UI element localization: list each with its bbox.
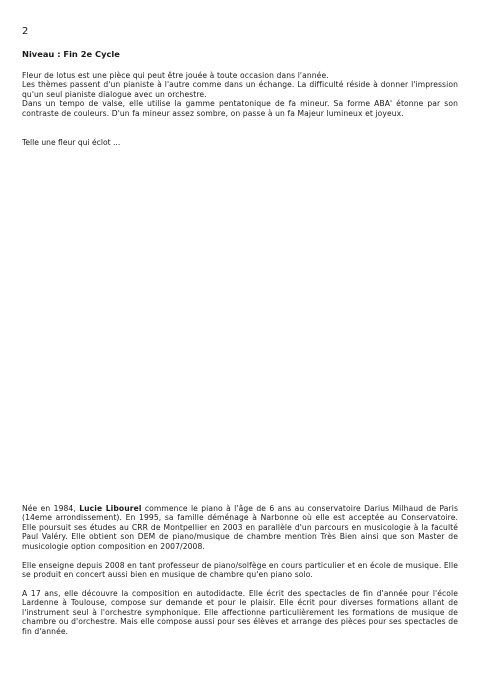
piece-description <box>22 71 458 118</box>
tagline: Telle une fleur qui éclot ... <box>22 138 121 147</box>
intro-paragraph-2: Les thèmes passent d'un pianiste à l'autre comme dans un échange. La difficulté réside à donner l'impression qu'un seul pianiste dialogue avec un orchestre. <box>22 80 458 99</box>
composer-biography <box>22 504 458 646</box>
level-heading: Niveau : Fin 2e Cycle <box>22 49 120 59</box>
page-number: 2 <box>22 26 29 37</box>
bio-paragraph-1-text: commence le piano à l'âge de 6 ans au conservatoire Darius Milhaud de Paris (14eme arrondissement). En 1995, sa famille déménage à Narbonne où elle est acceptée au Conservatoire. Elle poursuit ses études au CRR de Montpellier en 2003 en parallèle d'un parcours en musicologie à la faculté Paul Valéry. Elle obtient son DEM de piano/musique de chambre mention Très Bien ainsi que son Master de musicologie option composition en 2007/2008. <box>22 504 459 551</box>
bio-paragraph-2: Elle enseigne depuis 2008 en tant professeur de piano/solfège en cours particulier et en école de musique. Elle se produit en concert aussi bien en musique de chambre qu'en piano solo. <box>22 560 458 580</box>
bio-paragraph-3: A 17 ans, elle découvre la composition en autodidacte. Elle écrit des spectacles de fin d'année pour l'école Lardenne à Toulouse, compose sur demande et pour le plaisir. Elle écrit pour diverses formations allant de l'instrument seul à l'orchestre symphonique. Elle affectionne particulièrement les formations de musique de chambre ou d'orchestre. Mais elle compose aussi pour ses élèves et arrange des pièces pour ses spectacles de fin d'année. <box>22 589 458 636</box>
intro-paragraph-1: Fleur de lotus est une pièce qui peut être jouée à toute occasion dans l'année. <box>22 71 329 80</box>
bio-paragraph-1 <box>22 504 458 551</box>
composer-name: Lucie Libourel <box>79 504 142 513</box>
intro-paragraph-3: Dans un tempo de valse, elle utilise la gamme pentatonique de fa mineur. Sa forme ABA' étonne par son contraste de couleurs. D'un fa mineur assez sombre, on passe à un fa Majeur lumineux et joyeux. <box>22 99 458 118</box>
bio-intro-text: Née en 1984, <box>22 504 80 513</box>
